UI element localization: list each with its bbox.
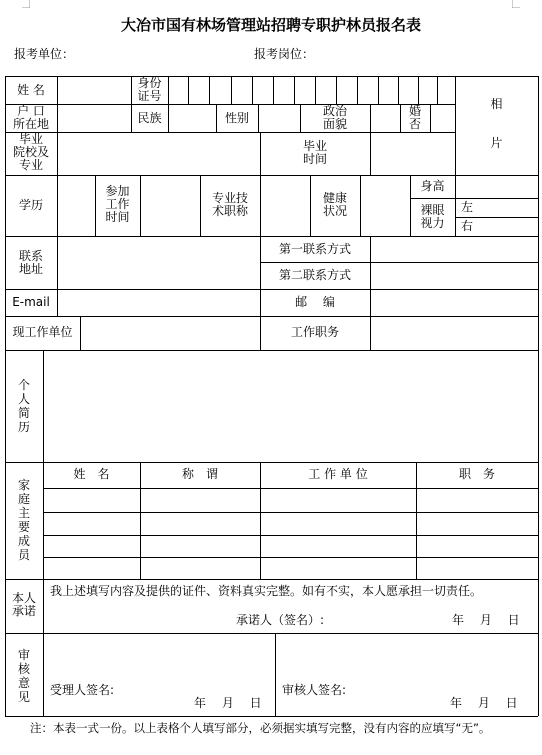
political-label: 政治 面貌 (322, 104, 347, 131)
family-relation-header: 称 谓 (181, 467, 218, 481)
crop-mark-top-left (22, 0, 30, 8)
pledge-text: 我上述填写内容及提供的证件、资料真实完整。如有不实，本人愿承担一切责任。 (50, 584, 483, 598)
gender-label: 性别 (224, 111, 249, 125)
contact2-label: 第二联系方式 (278, 268, 351, 282)
vision-right-label: 右 (461, 219, 474, 233)
receiver-date: 年 月 日 (194, 696, 262, 710)
height-label: 身高 (420, 179, 445, 193)
id-number-label: 身份 证号 (137, 76, 162, 103)
receiver-sign: 受理人签名: (50, 683, 115, 697)
contact1-label: 第一联系方式 (278, 242, 351, 256)
current-employer-label: 现工作单位 (12, 325, 73, 339)
work-start-label: 参加 工作 时间 (105, 184, 130, 224)
crop-mark-top-right (512, 0, 520, 8)
review-label: 审 核 意 见 (17, 648, 30, 704)
title-rank-label: 专业技 术职称 (211, 191, 248, 218)
reviewer-sign: 审核人签名: (282, 683, 347, 697)
family-employer-header: 工 作 单 位 (308, 467, 368, 481)
pledge-signer: 承诺人（签名）: (236, 613, 325, 627)
name-label: 姓 名 (17, 83, 45, 97)
hukou-label: 户 口 所在地 (12, 104, 49, 131)
reviewer-date: 年 月 日 (450, 696, 518, 710)
vision-label: 裸眼 视力 (420, 203, 445, 230)
email-label: E-mail (12, 295, 50, 309)
school-label: 毕业 院校及 专业 (12, 132, 49, 172)
resume-label: 个 人 简 历 (17, 378, 30, 434)
grad-time-label: 毕业 时间 (302, 139, 327, 166)
unit-label: 报考单位： (14, 47, 75, 61)
photo-label: 相 片 (490, 97, 503, 150)
health-label: 健康 状况 (322, 191, 347, 218)
position-label: 报考岗位： (254, 47, 315, 61)
postcode-label: 邮 编 (295, 295, 335, 309)
current-post-label: 工作职务 (290, 325, 339, 339)
footer-note: 注：本表一式一份。以上表格个人填写部分，必须据实填写完整，没有内容的应填写“无”。 (30, 721, 491, 735)
family-label: 家 庭 主 要 成 员 (17, 478, 30, 562)
pledge-label: 本人 承诺 (11, 591, 36, 618)
pledge-date: 年 月 日 (452, 613, 520, 627)
education-label: 学历 (18, 198, 43, 212)
address-label: 联系 地址 (18, 249, 43, 276)
vision-left-label: 左 (461, 200, 474, 214)
family-post-header: 职 务 (458, 467, 495, 481)
form-title: 大冶市国有林场管理站招聘专职护林员报名表 (120, 16, 421, 34)
family-name-header: 姓 名 (73, 467, 110, 481)
ethnicity-label: 民族 (137, 111, 162, 125)
marital-label: 婚 否 (408, 104, 421, 131)
